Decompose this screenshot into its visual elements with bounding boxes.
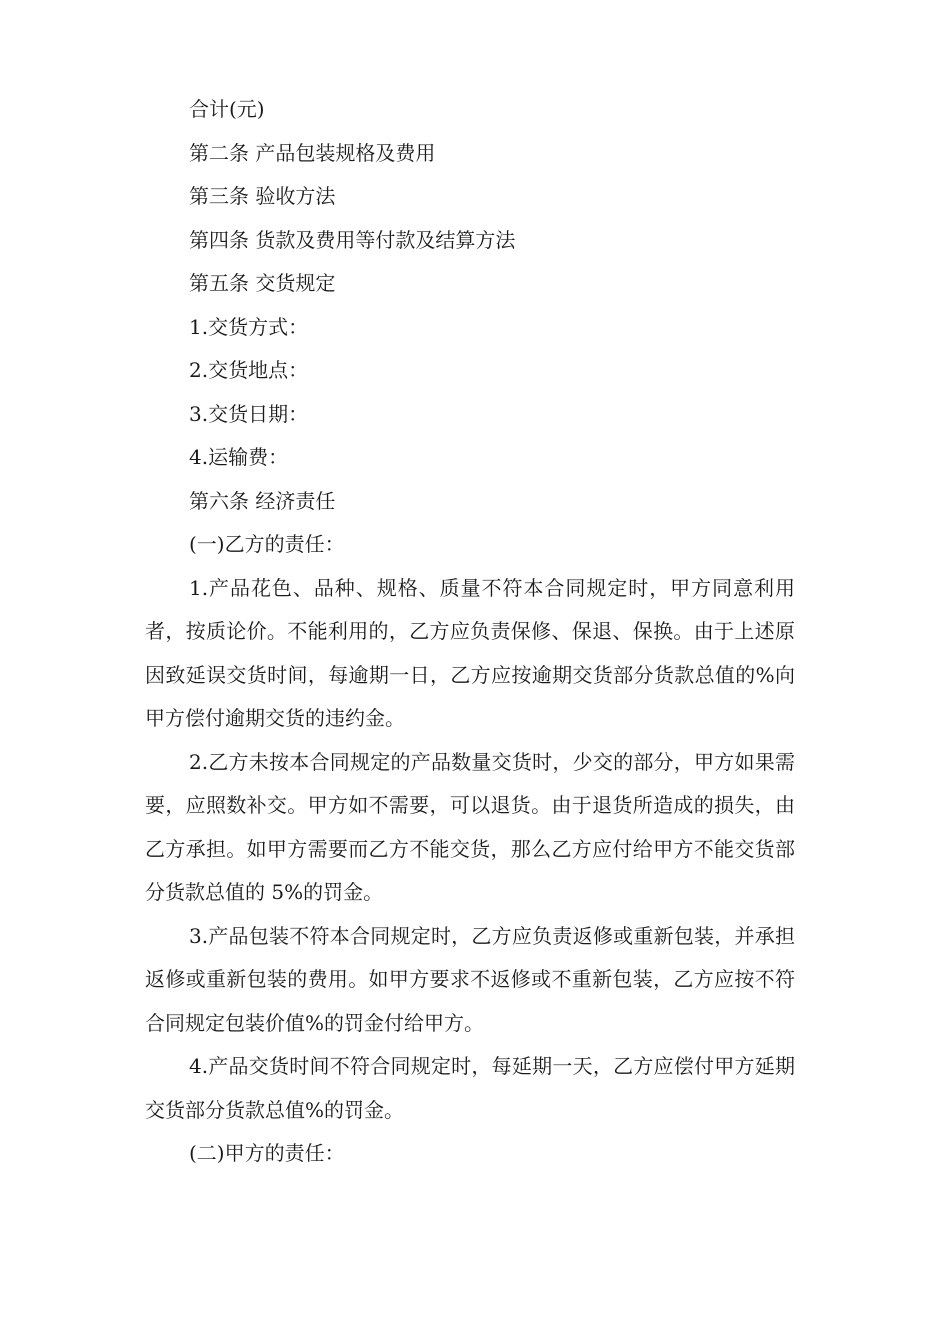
clause-4-paragraph: 4.产品交货时间不符合同规定时，每延期一天，乙方应偿付甲方延期交货部分货款总值%的罚金。 xyxy=(145,1054,795,1122)
clause-3-paragraph: 3.产品包装不符本合同规定时，乙方应负责返修或重新包装，并承担返修或重新包装的费用。如甲方要求不返修或不重新包装，乙方应按不符合同规定包装价值%的罚金付给甲方。 xyxy=(145,923,795,1035)
article-2-heading: 第二条 产品包装规格及费用 xyxy=(189,140,436,165)
delivery-location: 2.交货地点： xyxy=(189,358,309,382)
party-a-responsibility-heading: (二)甲方的责任： xyxy=(189,1141,345,1165)
article-6-heading: 第六条 经济责任 xyxy=(189,488,336,513)
clause-1-paragraph: 1.产品花色、品种、规格、质量不符本合同规定时，甲方同意利用者，按质论价。不能利用的，乙方应负责保修、保退、保换。由于上述原因致延误交货时间，每逾期一日，乙方应按逾期交货部分货款总值的%向甲方偿付逾期交货的违约金。 xyxy=(145,575,795,730)
delivery-date: 3.交货日期： xyxy=(189,401,309,426)
article-5-heading: 第五条 交货规定 xyxy=(189,271,336,295)
article-4-heading: 第四条 货款及费用等付款及结算方法 xyxy=(189,227,516,252)
heading-total: 合计(元) xyxy=(189,97,265,121)
clause-2-paragraph: 2.乙方未按本合同规定的产品数量交货时，少交的部分，甲方如果需要，应照数补交。甲方如不需要，可以退货。由于退货所造成的损失，由乙方承担。如甲方需要而乙方不能交货，那么乙方应付给甲方不能交货部分货款总值的 5%的罚金。 xyxy=(145,749,795,904)
delivery-method: 1.交货方式： xyxy=(189,314,309,339)
article-3-heading: 第三条 验收方法 xyxy=(189,184,336,208)
document-page xyxy=(145,88,795,1176)
party-b-responsibility-heading: (一)乙方的责任： xyxy=(189,532,345,556)
shipping-fee: 4.运输费： xyxy=(189,445,289,469)
